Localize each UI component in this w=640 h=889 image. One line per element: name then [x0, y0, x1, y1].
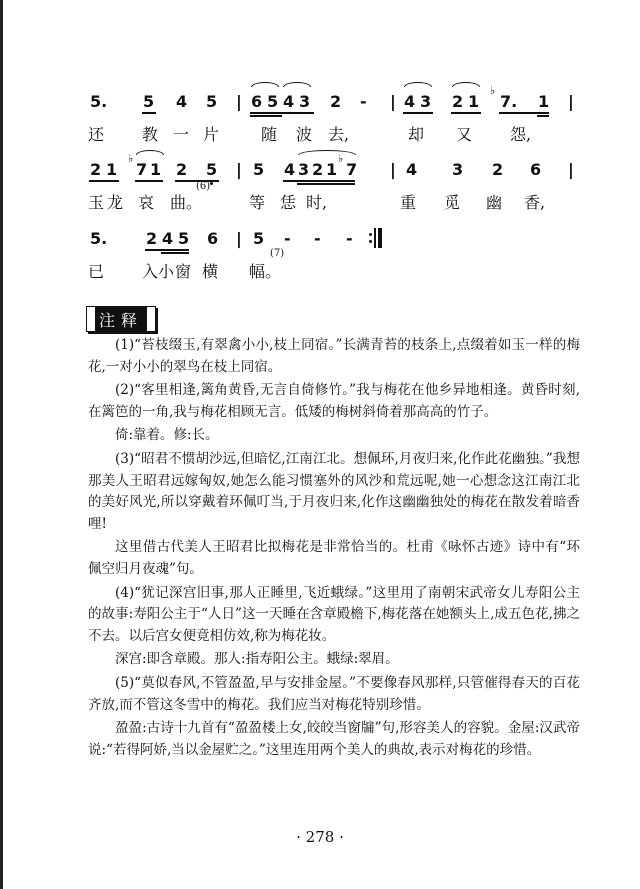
- note-paragraph: 盈盈:古诗十九首有“盈盈楼上女,皎皎当窗牖”句,形容美人的容貌。金屋:汉武帝说:“若得阿娇,当以金屋贮之。”这里连用两个美人的典故,表示对梅花的珍惜。: [88, 720, 580, 758]
- flat-sign: ♭: [490, 84, 496, 97]
- note: 6: [207, 229, 219, 248]
- note: 6: [251, 92, 263, 111]
- note: 2: [312, 160, 324, 179]
- note: 4: [283, 92, 295, 111]
- lyric: 重: [400, 193, 417, 212]
- annotation-notes: [88, 335, 580, 761]
- lyric: 幽: [486, 193, 503, 212]
- lyric: 还: [88, 125, 105, 144]
- barline: |: [236, 160, 242, 179]
- lyric: 已: [88, 262, 105, 281]
- note-paragraph: (1)“苔枝缀玉,有翠禽小小,枝上同宿。”长满青苔的枝条上,点缀着如玉一样的梅花,一对小小的翠鸟在枝上同宿。: [88, 337, 580, 375]
- note: 5.: [90, 92, 108, 111]
- note: 4: [404, 92, 416, 111]
- flat-sign: ♭: [128, 152, 134, 165]
- lyric: 哀: [138, 193, 155, 212]
- note: 1: [150, 160, 162, 179]
- note: 5.: [90, 229, 108, 248]
- note: 1: [538, 92, 550, 111]
- note: 1: [326, 160, 338, 179]
- note-paragraph: (5)“莫似春风,不管盈盈,早与安排金屋。”不要像春风那样,只管催得春天的百花齐放,而不管这冬雪中的梅花。我们应当对梅花特别珍惜。: [88, 674, 580, 713]
- lyric: 又: [456, 125, 473, 144]
- barline: |: [236, 92, 242, 111]
- note: 2: [90, 160, 102, 179]
- note: 5: [143, 92, 155, 111]
- page-number: · 278 ·: [296, 828, 344, 846]
- note: 6: [530, 160, 542, 179]
- annotation-heading: [86, 306, 156, 332]
- lyric: 玉: [88, 193, 105, 212]
- note-paragraph: (3)“昭君不惯胡沙远,但暗忆,江南江北。想佩环,月夜归来,化作此花幽独。”我想那美人王昭君远嫁匈奴,她怎么能习惯塞外的风沙和荒远呢,她一心想念这江南江北的美好风光,所以穿戴着环佩叮当,于月夜归来,化作这幽幽独处的梅花在散发着暗香哩!: [88, 450, 580, 532]
- lyric: 等: [249, 193, 266, 212]
- lyric: 波: [296, 125, 313, 144]
- note: -: [360, 92, 367, 111]
- note: 5: [267, 92, 279, 111]
- note-paragraph: (2)“客里相逢,篱角黄昏,无言自倚修竹。”我与梅花在他乡异地相逢。黄昏时刻,在篱笆的一角,我与梅花相顾无言。低矮的梅树斜倚着那高高的竹子。: [88, 382, 580, 420]
- lyric: 一: [173, 125, 190, 144]
- note: 5: [178, 229, 190, 248]
- lyric: 却: [408, 125, 425, 144]
- note: 7.: [500, 92, 518, 111]
- note-paragraph: (4)“犹记深宫旧事,那人正睡里,飞近蛾绿。”这里用了南朝宋武帝女儿寿阳公主的故事:寿阳公主于“人日”这一天睡在含章殿檐下,梅花落在她额头上,成五色花,拂之不去。以后宫女便竟相仿效,称为梅花妆。: [88, 584, 580, 644]
- barline: |: [568, 160, 574, 179]
- lyric: 随: [261, 125, 278, 144]
- lyric: 窗: [175, 262, 192, 281]
- dash: -: [284, 229, 291, 248]
- note: 4: [406, 160, 418, 179]
- note-paragraph: 这里借古代美人王昭君比拟梅花是非常恰当的。杜甫《咏怀古迹》诗中有“环佩空归月夜魂”句。: [88, 539, 580, 577]
- note: 3: [452, 160, 464, 179]
- note: 2: [176, 160, 188, 179]
- lyric: 去,: [328, 125, 350, 144]
- music-score: [0, 0, 640, 290]
- final-barline: [374, 228, 376, 248]
- note: 2: [492, 160, 504, 179]
- barline: |: [390, 92, 396, 111]
- lyric: 幅。: [249, 262, 282, 281]
- lyric: 龙: [107, 193, 124, 212]
- note: 5: [206, 92, 218, 111]
- note: 2: [452, 92, 464, 111]
- lyric: 横: [202, 262, 219, 281]
- note: 5: [206, 160, 218, 179]
- note: 2: [330, 92, 342, 111]
- lyric: 时,: [306, 193, 328, 212]
- lyric: 片: [203, 125, 220, 144]
- note: 2: [146, 229, 158, 248]
- note: 4: [176, 92, 188, 111]
- note: 3: [420, 92, 432, 111]
- note: 7: [346, 160, 358, 179]
- note-paragraph: 倚:靠着。修:长。: [115, 427, 219, 444]
- barline: |: [390, 160, 396, 179]
- lyric: 小: [158, 262, 175, 281]
- note: 5: [253, 229, 265, 248]
- footnote-marker: (7): [270, 248, 285, 259]
- note: 1: [468, 92, 480, 111]
- footnote-marker: (6): [196, 181, 211, 192]
- note: 3: [298, 160, 310, 179]
- lyric: 入: [142, 262, 159, 281]
- lyric: 香,: [524, 193, 546, 212]
- lyric: 恁: [280, 193, 297, 212]
- lyric: 教: [142, 125, 159, 144]
- lyric: 觅: [444, 193, 461, 212]
- note: 4: [284, 160, 296, 179]
- note: 1: [106, 160, 118, 179]
- flat-sign: ♭: [338, 152, 344, 165]
- lyric: 曲。: [170, 193, 203, 212]
- barline: |: [236, 229, 242, 248]
- barline: |: [568, 92, 574, 111]
- dash: -: [346, 229, 353, 248]
- lyric: 怨,: [510, 125, 532, 144]
- dash: -: [314, 229, 321, 248]
- note-paragraph: 深宫:即含章殿。那人:指寿阳公主。蛾绿:翠眉。: [115, 651, 399, 668]
- note: 7: [136, 160, 148, 179]
- note: 5: [253, 160, 265, 179]
- note: 4: [162, 229, 174, 248]
- note: 3: [299, 92, 311, 111]
- annotation-title: 注释: [95, 307, 147, 332]
